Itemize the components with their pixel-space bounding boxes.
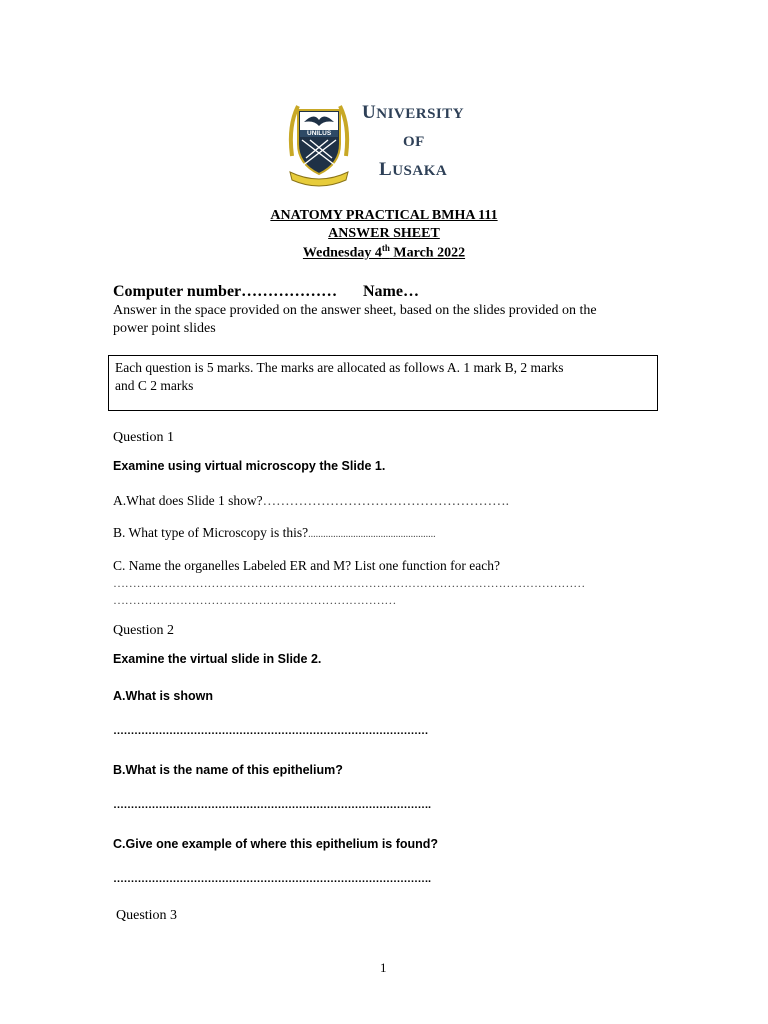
question-2-a-answer-line[interactable]: ……………………………………………………………………………… — [113, 725, 428, 737]
question-2-c: C.Give one example of where this epithelium is found? — [113, 837, 439, 851]
marks-line-1: Each question is 5 marks. The marks are allocated as follows A. 1 mark B, 2 marks — [115, 360, 564, 375]
question-1-b — [113, 525, 436, 541]
question-1-title: Question 1 — [113, 430, 175, 445]
logo-word-lusaka: LUSAKA — [379, 159, 448, 180]
instruction-line-1: Answer in the space provided on the answer sheet, based on the slides provided on the — [113, 303, 597, 318]
marks-line-2: and C 2 marks — [115, 378, 194, 393]
logo-word-of: OF — [403, 134, 425, 150]
page-number: 1 — [380, 960, 387, 975]
logo-word-university: UNIVERSITY — [362, 102, 465, 123]
question-1-b-answer-line[interactable]: ................................................... — [308, 529, 436, 540]
question-2-title: Question 2 — [113, 623, 175, 638]
question-1-a-text: A.What does Slide 1 show? — [113, 493, 263, 508]
shield-text: UNILUS — [307, 130, 332, 137]
question-2-a: A.What is shown — [113, 689, 213, 703]
question-2-b: B.What is the name of this epithelium? — [113, 763, 343, 777]
question-1-c: C. Name the organelles Labeled ER and M? List one function for each? — [113, 558, 500, 573]
date-prefix: Wednesday 4 — [302, 245, 382, 261]
marks-allocation-box — [108, 355, 658, 411]
question-1-b-text: B. What type of Microscopy is this? — [113, 525, 309, 540]
question-1-a — [113, 493, 509, 509]
question-3-title: Question 3 — [116, 908, 178, 923]
computer-number-field[interactable]: Computer number……………… — [113, 283, 338, 300]
document-subtitle: ANSWER SHEET — [328, 226, 440, 241]
unilus-shield-icon — [284, 96, 354, 188]
question-1-c-answer-line-2[interactable]: ……………………………………………………………… — [113, 593, 397, 607]
instruction-line-2: power point slides — [113, 321, 216, 336]
name-field[interactable]: Name… — [363, 283, 419, 300]
question-1-a-answer-line[interactable]: ………………………………………………. — [262, 493, 509, 508]
document-date — [0, 243, 768, 262]
document-title: ANATOMY PRACTICAL BMHA 111 — [270, 208, 498, 223]
question-1-c-answer-line-1[interactable]: ………………………………………………………………………………………………………… — [113, 576, 586, 590]
question-1-prompt: Examine using virtual microscopy the Slide 1. — [113, 459, 386, 473]
question-2-prompt: Examine the virtual slide in Slide 2. — [113, 652, 322, 666]
university-logo — [284, 96, 474, 188]
date-superscript: th — [381, 243, 390, 253]
question-2-b-answer-line[interactable]: ………………………………………………………………………………. — [113, 799, 431, 811]
date-suffix: March 2022 — [389, 245, 466, 261]
question-2-c-answer-line[interactable]: ………………………………………………………………………………. — [113, 873, 431, 885]
